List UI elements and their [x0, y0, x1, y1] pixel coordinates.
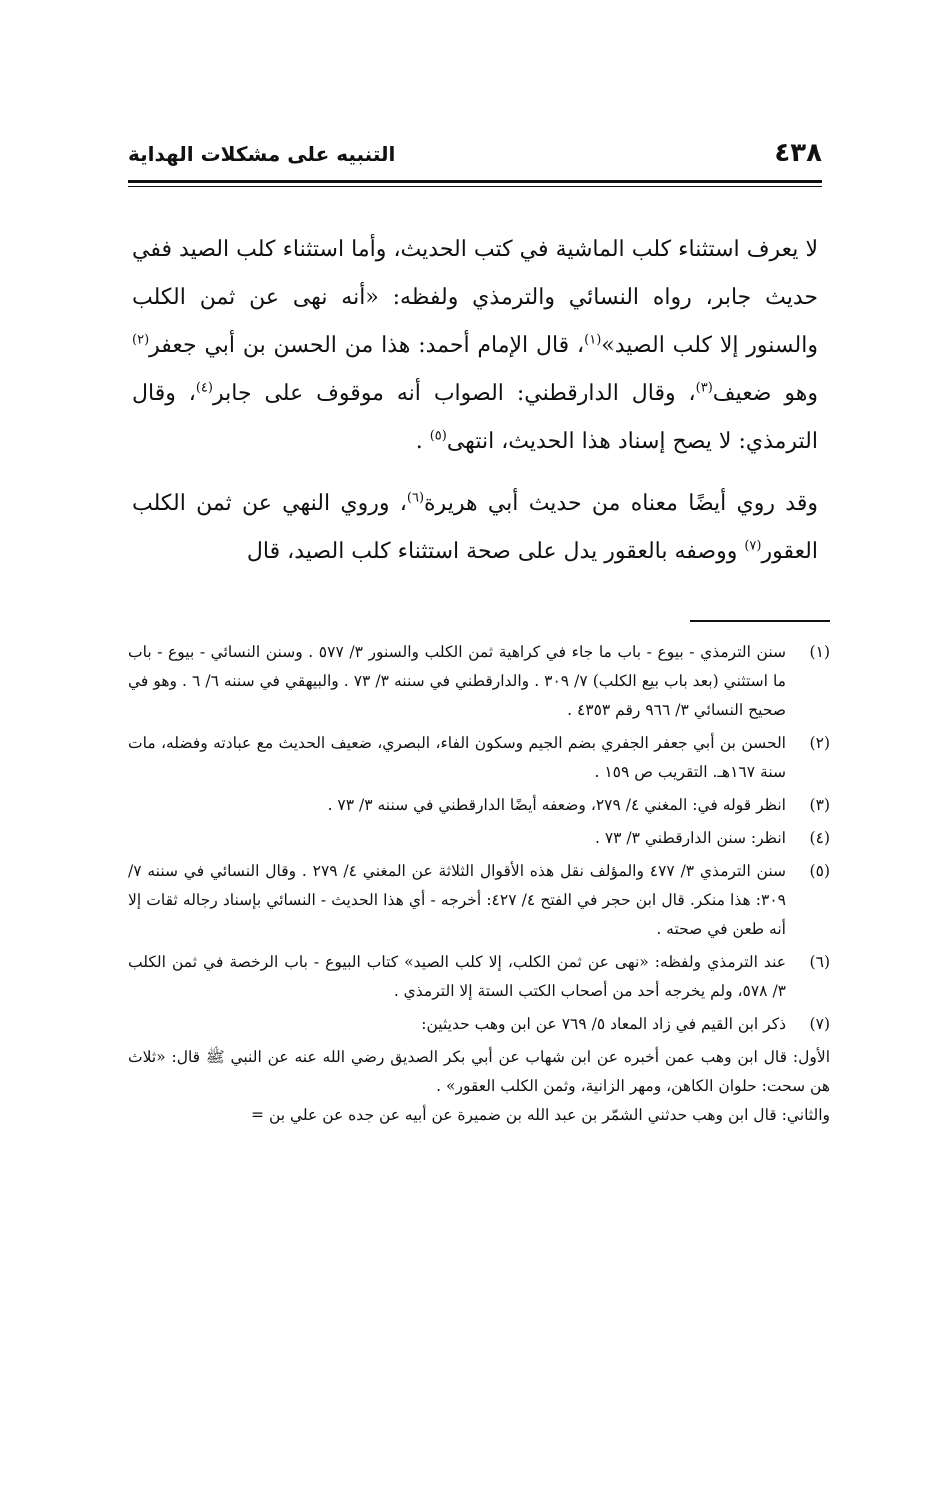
footnote-ref-7[interactable]: (٧)	[744, 538, 762, 554]
footnote-number: (٤)	[809, 829, 830, 847]
footnote-text: ذكر ابن القيم في زاد المعاد ٥/ ٧٦٩ عن ابن وهب حديثين:	[421, 1015, 786, 1033]
paragraph-text: وقد روي أيضًا معناه من حديث أبي هريرة	[424, 491, 818, 516]
page-number: ٤٣٨	[774, 138, 822, 168]
footnote-number: (١)	[809, 643, 830, 661]
paragraph-text: .	[415, 429, 430, 454]
running-title: التنبيه على مشكلات الهداية	[128, 142, 396, 166]
footnote-text: انظر قوله في: المغني ٤/ ٢٧٩، وضعفه أيضًا الدارقطني في سننه ٣/ ٧٣ .	[327, 796, 786, 814]
footnote-ref-5[interactable]: (٥)	[429, 428, 447, 444]
footnote-3	[128, 791, 830, 820]
paragraph-1	[132, 226, 818, 466]
main-text	[132, 226, 818, 590]
footnote-text: سنن الترمذي ٣/ ٤٧٧ والمؤلف نقل هذه الأقوال الثلاثة عن المغني ٤/ ٢٧٩ . وقال النسائي في سننه ٧/ ٣٠٩: هذا منكر. قال ابن حجر في الفتح ٤/ ٤٢٧: أخرجه - أي هذا الحديث - النسائي بإسناد رجاله ثقات إلا أنه طعن في صحته .	[128, 862, 787, 938]
paragraph-text: ، وقال الدارقطني: الصواب أنه موقوف على جابر	[212, 381, 696, 406]
footnote-5	[128, 857, 830, 944]
footnote-number: (٥)	[809, 862, 830, 880]
footnote-ref-4[interactable]: (٤)	[195, 380, 213, 396]
footnote-1	[128, 638, 830, 725]
footnote-number: (٦)	[809, 953, 830, 971]
footnote-number: (٢)	[809, 734, 830, 752]
header-rule-thin	[128, 186, 822, 187]
footnote-separator	[690, 620, 830, 622]
paragraph-text: لا يعرف استثناء كلب الماشية في كتب الحديث، وأما استثناء كلب الصيد ففي حديث جابر، رواه النسائي والترمذي ولفظه: «أنه نهى عن ثمن الكلب والسنور إلا كلب الصيد»	[132, 237, 818, 358]
footnote-7-continuation-1: الأول: قال ابن وهب عمن أخبره عن ابن شهاب عن أبي بكر الصديق رضي الله عنه عن النبي ﷺ قال: «ثلاث هن سحت: حلوان الكاهن، ومهر الزانية، وثمن الكلب العقور» .	[128, 1048, 830, 1095]
paragraph-2	[132, 480, 818, 576]
footnote-ref-2[interactable]: (٢)	[132, 332, 150, 348]
footnote-ref-3[interactable]: (٣)	[695, 380, 713, 396]
footnote-text: عند الترمذي ولفظه: «نهى عن ثمن الكلب، إلا كلب الصيد» كتاب البيوع - باب الرخصة في ثمن الكلب ٣/ ٥٧٨، ولم يخرجه أحد من أصحاب الكتب الستة إلا الترمذي .	[128, 953, 786, 1000]
paragraph-text: ، قال الإمام أحمد: هذا من الحسن بن أبي جعفر	[149, 333, 585, 358]
footnote-ref-6[interactable]: (٦)	[406, 490, 425, 506]
footnotes	[128, 638, 830, 1130]
paragraph-text: ووصفه بالعقور يدل على صحة استثناء كلب الصيد، قال	[246, 539, 745, 564]
footnote-6	[128, 948, 830, 1006]
paragraph-text: ، وقال الترمذي: لا يصح إسناد هذا الحديث، انتهى	[132, 381, 818, 454]
footnote-2	[128, 729, 830, 787]
footnote-number: (٣)	[809, 796, 830, 814]
paragraph-text: ، وروي النهي عن ثمن الكلب العقور	[132, 491, 818, 564]
footnote-7	[128, 1010, 830, 1039]
header-rule-thick	[128, 180, 822, 183]
footnote-text: انظر: سنن الدارقطني ٣/ ٧٣ .	[594, 829, 786, 847]
footnote-text: الحسن بن أبي جعفر الجفري بضم الجيم وسكون الفاء، البصري، ضعيف الحديث مع عبادته وفضله، مات سنة ١٦٧هـ. التقريب ص ١٥٩ .	[128, 734, 786, 781]
footnote-text: سنن الترمذي - بيوع - باب ما جاء في كراهية ثمن الكلب والسنور ٣/ ٥٧٧ . وسنن النسائي - بيوع - باب ما استثني (بعد باب بيع الكلب) ٧/ ٣٠٩ . والدارقطني في سننه ٣/ ٧٣ . والبيهقي في سننه ٦/ ٦ . وهو في صحيح النسائي ٣/ ٩٦٦ رقم ٤٣٥٣ .	[128, 643, 786, 719]
footnote-ref-1[interactable]: (١)	[584, 332, 602, 348]
paragraph-text: وهو ضعيف	[712, 381, 818, 406]
footnote-number: (٧)	[809, 1015, 830, 1033]
page-header	[128, 138, 822, 174]
footnote-7-continuation-2: والثاني: قال ابن وهب حدثني الشمّر بن عبد الله بن ضميرة عن أبيه عن جده عن علي بن =	[251, 1106, 830, 1124]
footnote-4	[128, 824, 830, 853]
